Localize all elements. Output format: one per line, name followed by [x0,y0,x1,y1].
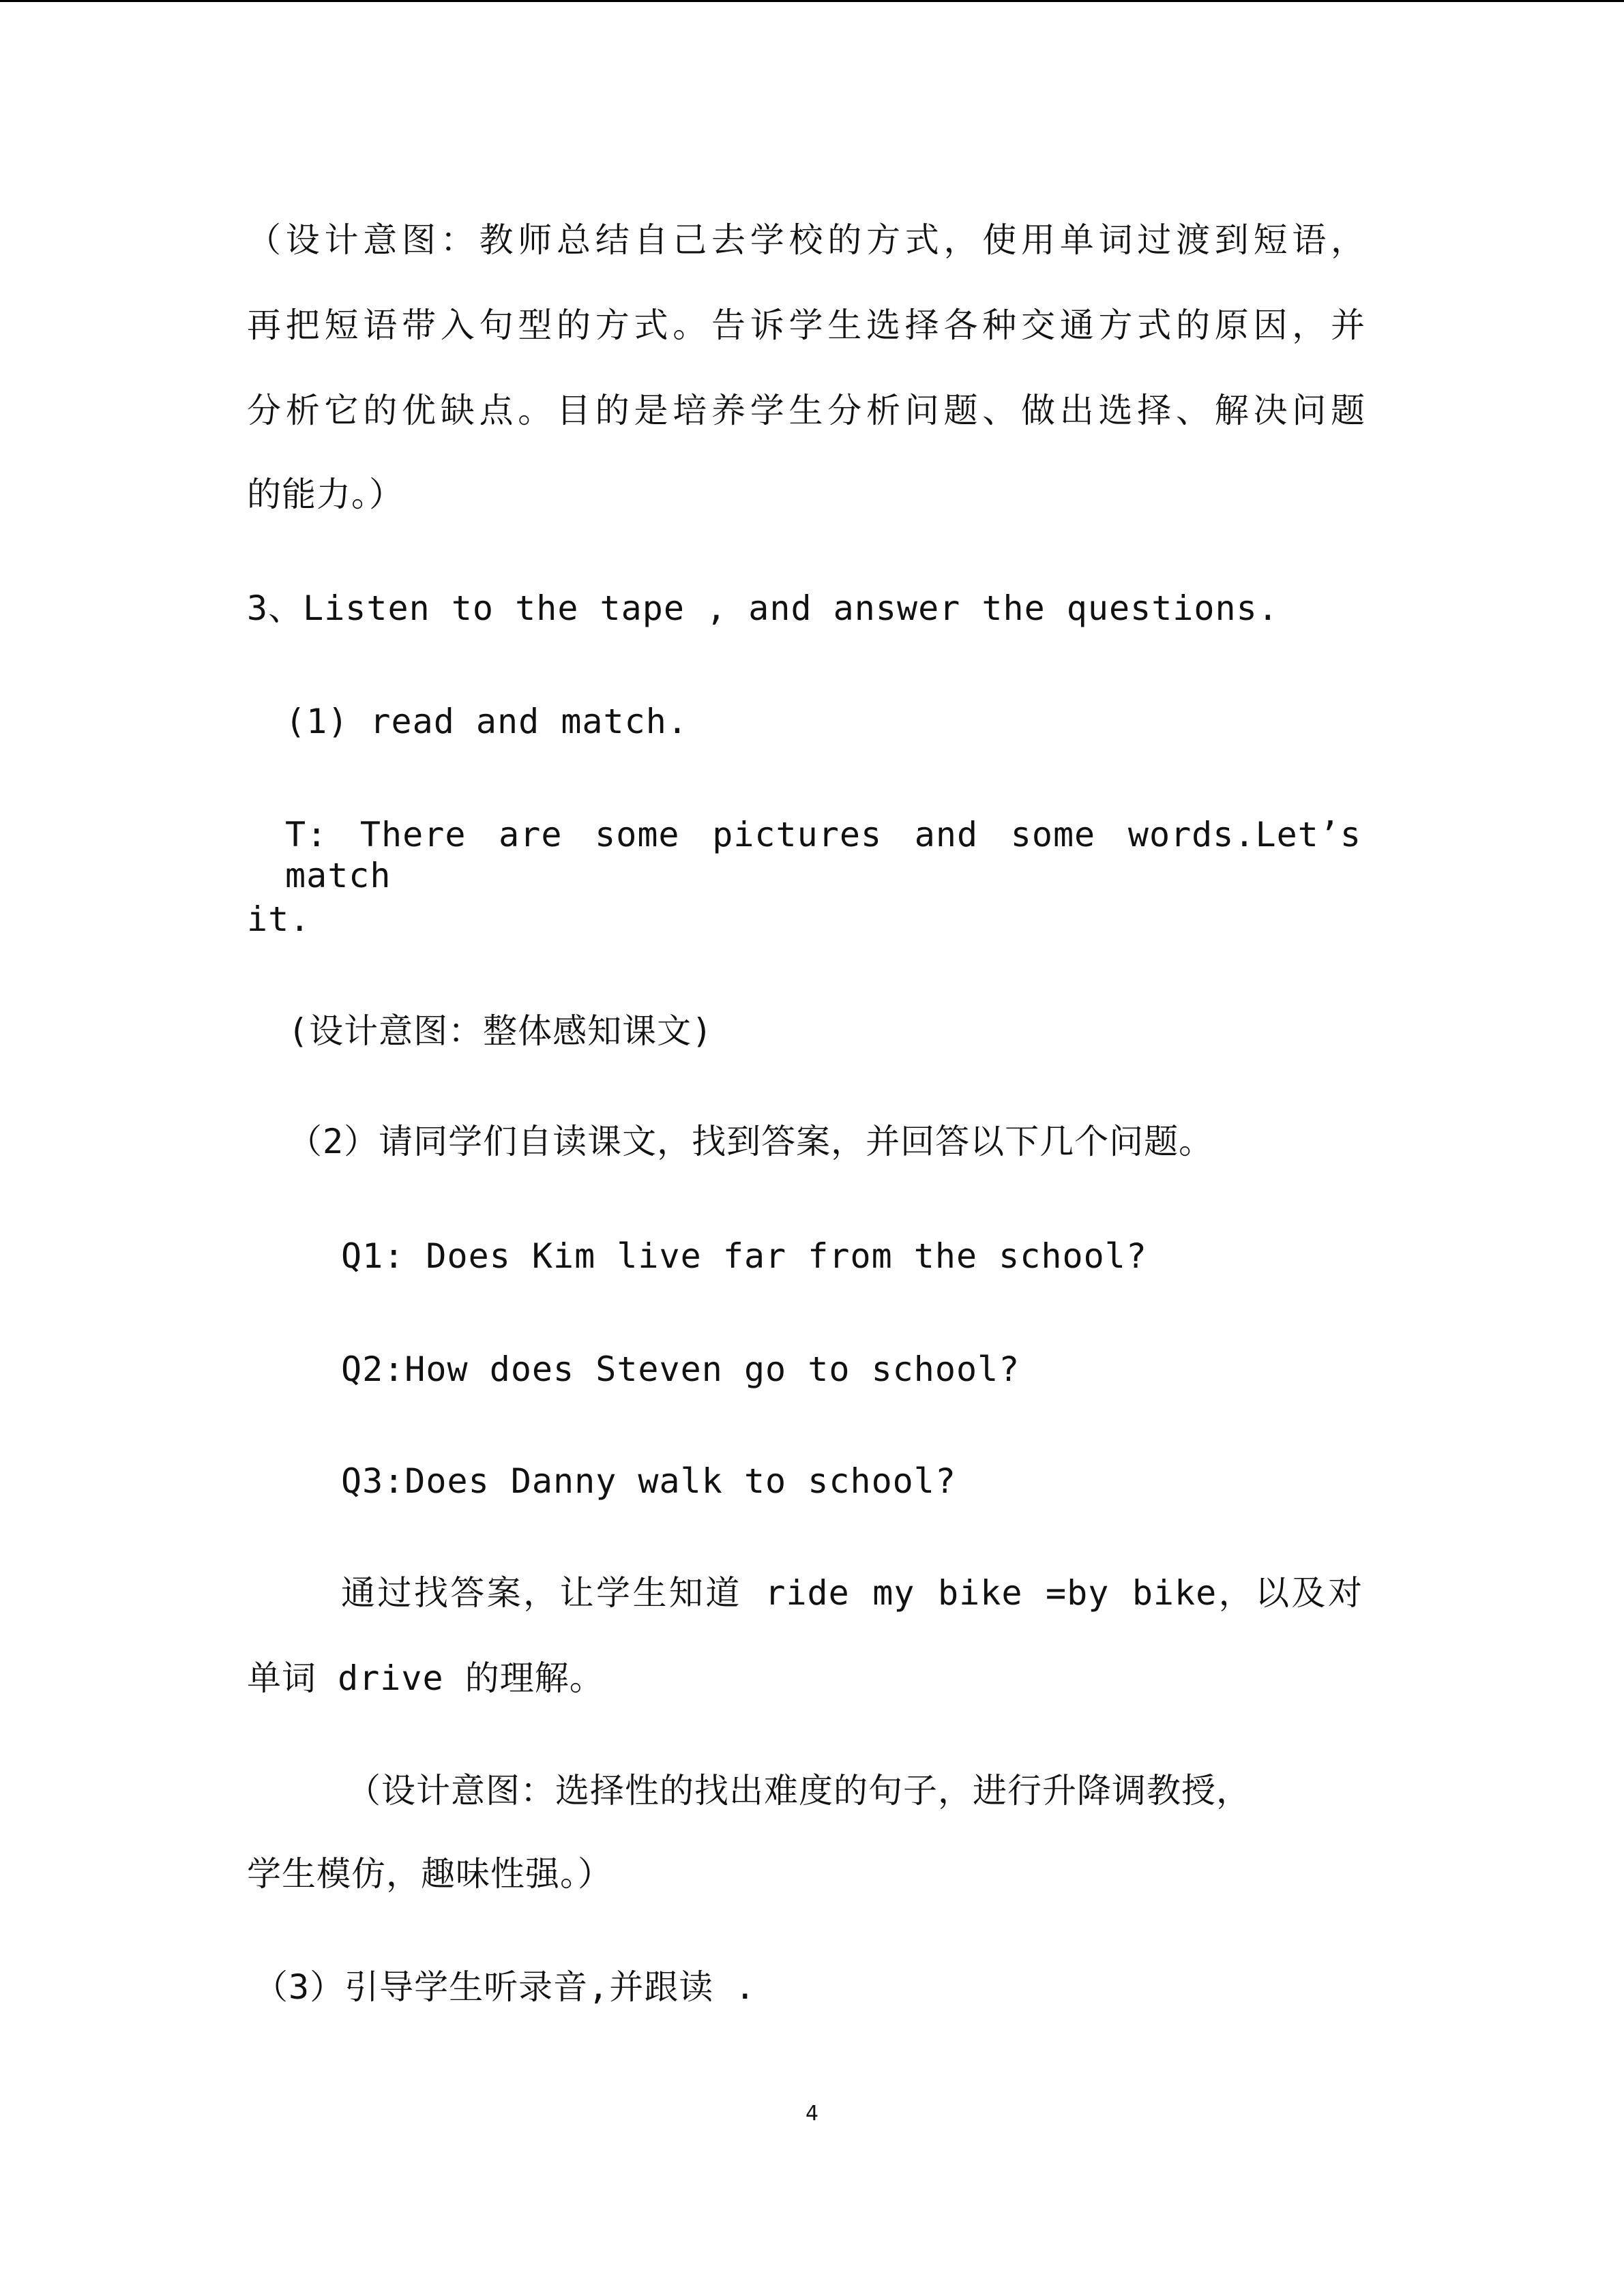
text-line-12: Q2:How does Steven go to school? [341,1350,1020,1389]
text-line-7: T: There are some pictures and some words.Let’s match [285,815,1361,895]
text-line-15: 单词 drive 的理解。 [247,1658,604,1698]
text-line-13: Q3:Does Danny walk to school? [341,1461,956,1501]
text-line-1: （设计意图：教师总结自己去学校的方式，使用单词过渡到短语， [247,220,1365,260]
text-line-8: it. [247,899,311,939]
text-line-14: 通过找答案，让学生知道 ride my bike =by bike，以及对 [341,1573,1363,1613]
text-line-2: 再把短语带入句型的方式。告诉学生选择各种交通方式的原因，并 [247,305,1365,345]
text-line-10: （2）请同学们自读课文，找到答案，并回答以下几个问题。 [288,1122,1214,1161]
text-line-16: （设计意图：选择性的找出难度的句子，进行升降调教授， [346,1771,1251,1810]
text-line-18: （3）引导学生听录音,并跟读 . [254,1967,756,2007]
text-line-17: 学生模仿，趣味性强。） [247,1854,612,1894]
text-line-6: (1) read and match. [285,702,688,741]
text-line-4: 的能力。） [247,475,404,514]
text-line-9: (设计意图：整体感知课文) [288,1011,713,1051]
page-number: 4 [805,2102,819,2126]
text-line-11: Q1: Does Kim live far from the school? [341,1236,1147,1276]
text-line-3: 分析它的优缺点。目的是培养学生分析问题、做出选择、解决问题 [247,391,1365,430]
text-line-5: 3、Listen to the tape , and answer the questions. [247,588,1279,628]
